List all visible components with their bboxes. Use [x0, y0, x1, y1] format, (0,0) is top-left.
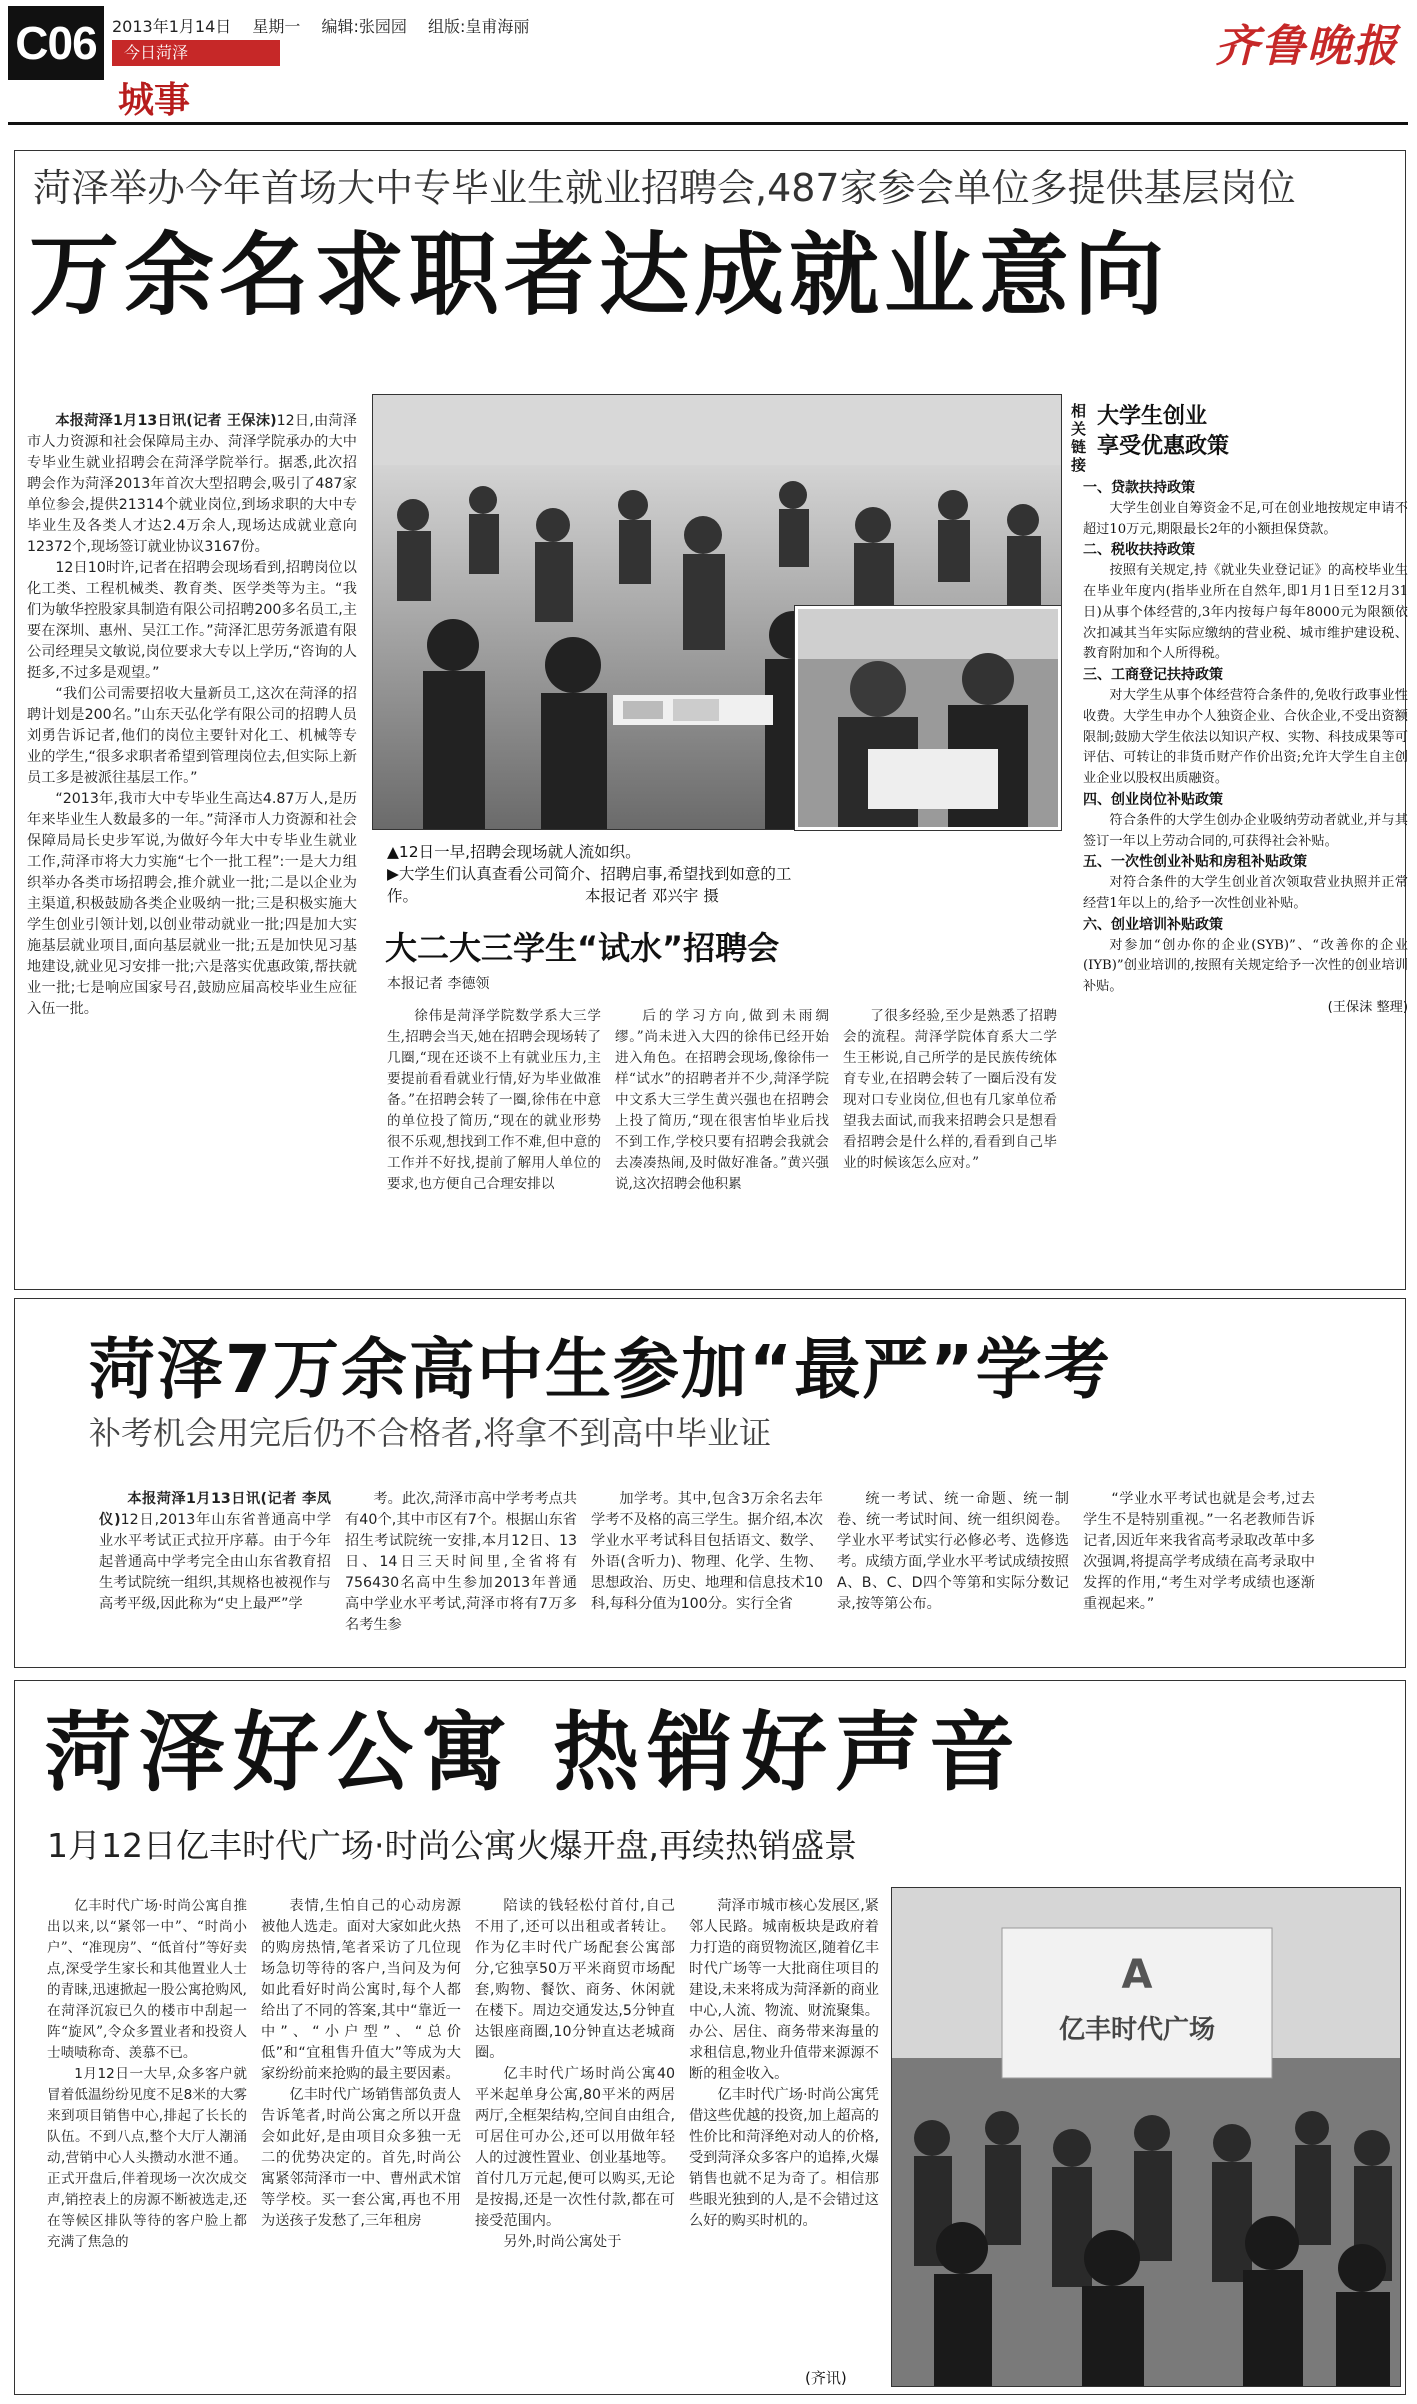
- story2-column: [1083, 1489, 1315, 1664]
- editor-credit: 编辑:张园园: [321, 17, 407, 36]
- story-job-fair: [14, 150, 1406, 1290]
- story3-column: [689, 1896, 879, 2366]
- sidebar-story-text: 徐伟是菏泽学院数学系大三学生,招聘会当天,她在招聘会现场转了几圈,“现在还谈不上有就业压力,主要提前看看就业行情,好为毕业做准备。”在招聘会转了一圈,徐伟在中意的单位投了简历,“现在的就业形势很不乐观,想找到工作不难,但中意的工作并不好找,提前了解用人单位的要求,也方便自己合理安排以: [387, 1008, 601, 1192]
- page-number: C06: [8, 6, 104, 80]
- photo-sign-text: 亿丰时代广场: [1058, 2015, 1216, 2045]
- story3-text: 亿丰时代广场·时尚公寓自推出以来,以“紧邻一中”、“时尚小户”、“准现房”、“低首付”等好卖点,深受学生家长和其他置业人士的青睐,迅速掀起一股公寓抢购风,在菏泽沉寂已久的楼市中刮起一阵“旋风”,令众多置业者和投资人士啧啧称奇、羡慕不已。: [47, 1898, 247, 2061]
- related-title-1: 大学生创业: [1097, 404, 1208, 429]
- story3-text: 亿丰时代广场销售部负责人告诉笔者,时尚公寓之所以开盘会如此好,是由项目众多独一无二的优势决定的。首先,时尚公寓紧邻菏泽市一中、曹州武术馆等学校。买一套公寓,再也不用为送孩子发愁了,三年租房: [261, 2087, 461, 2229]
- photo-caption-1: ▲12日一早,招聘会现场就人流如织。: [387, 843, 641, 861]
- story3-column: [47, 1896, 247, 2386]
- sidebar-story-text: 后的学习方向,做到未雨绸缪。”尚未进入大四的徐伟已经开始进入角色。在招聘会现场,像徐伟一样“试水”的招聘者并不少,菏泽学院中文系大三学生黄兴强也在招聘会上投了简历,“现在很害怕毕业后找不到工作,学校只要有招聘会我就会去凑凑热闹,及时做好准备。”黄兴强说,这次招聘会他积累: [615, 1008, 829, 1192]
- related-credit: (王保沫 整理): [1327, 999, 1408, 1015]
- story-apartment: [14, 1680, 1406, 2395]
- story1-kicker: 菏泽举办今年首场大中专毕业生就业招聘会,487家参会单位多提供基层岗位: [33, 166, 1296, 210]
- sidebar-story-column: [387, 1006, 601, 1281]
- layout-credit: 组版:皇甫海丽: [427, 17, 530, 36]
- header-rule: [8, 122, 1408, 125]
- story-exam: [14, 1298, 1406, 1668]
- students-photo-illustration: [798, 609, 1058, 827]
- policy-heading: 四、创业岗位补贴政策: [1083, 791, 1223, 808]
- story3-text: 亿丰时代广场·时尚公寓凭借这些优越的投资,加上超高的性价比和菏泽绝对动人的价格,受到菏泽众多客户的追捧,火爆销售也就不足为奇了。相信那些眼光独到的人,是不会错过这么好的购买时机的。: [689, 2087, 879, 2229]
- story3-column: [475, 1896, 675, 2386]
- related-mark: 相关链接: [1071, 402, 1087, 474]
- story3-kicker: 1月12日亿丰时代广场·时尚公寓火爆开盘,再续热销盛景: [47, 1826, 857, 1865]
- policy-text: 按照有关规定,持《就业失业登记证》的高校毕业生在毕业年度内(指毕业所在自然年,即1月1日至12月31日)从事个体经营的,3年内按每户每年8000元为限额依次扣减其当年实际应缴纳的营业税、城市维护建设税、教育附加和个人所得税。: [1083, 563, 1408, 662]
- policy-heading: 三、工商登记扶持政策: [1083, 667, 1223, 684]
- story1-paragraph: 12日10时许,记者在招聘会现场看到,招聘岗位以化工类、工程机械类、教育类、医学类等为主。“我们为敏华控股家具制造有限公司招聘200多名员工,主要在深圳、惠州、吴江工作。”菏泽汇思劳务派遣有限公司经理吴文敏说,岗位要求大专以上学历,“咨询的人挺多,不过多是观望。”: [27, 560, 357, 681]
- story2-headline: 菏泽7万余高中生参加“最严”学考: [89, 1331, 1112, 1408]
- related-body: [1083, 478, 1408, 1238]
- story1-sub-byline: 本报记者 李德领: [387, 976, 490, 992]
- story3-text: 1月12日一大早,众多客户就冒着低温纷纷见度不足8米的大雾来到项目销售中心,排起了长长的队伍。不到八点,整个大厅人潮涌动,营销中心人头攒动水泄不通。正式开盘后,伴着现场一次次成交声,销控表上的房源不断被选走,还在等候区排队等待的客户脸上都充满了焦急的: [47, 2066, 247, 2250]
- story2-column: [345, 1489, 577, 1664]
- policy-heading: 五、一次性创业补贴和房租补贴政策: [1083, 854, 1307, 871]
- sidebar-story-text: 了很多经验,至少是熟悉了招聘会的流程。菏泽学院体育系大二学生王彬说,自己所学的是民族传统体育专业,在招聘会转了一圈后没有发现对口专业岗位,但也有几家单位希望我去面试,而我来招聘会只是想看看招聘会是什么样的,看看到自己毕业的时候该怎么应对。”: [843, 1008, 1057, 1171]
- policy-heading: 一、贷款扶持政策: [1083, 480, 1195, 496]
- issue-date: 2013年1月14日: [112, 17, 232, 36]
- story1-headline: 万余名求职者达成就业意向: [29, 223, 1169, 328]
- story2-text: 统一考试、统一命题、统一制卷、统一考试时间、统一组织阅卷。学业水平考试实行必修必考、选修选考。成绩方面,学业水平考试成绩按照A、B、C、D四个等第和实际分数记录,按等第公布。: [837, 1491, 1069, 1612]
- related-links-box: [1071, 396, 1416, 1266]
- photo-caption-2: ▶大学生们认真查看公司简介、招聘启事,希望找到如意的工作。: [387, 865, 792, 905]
- sidebar-story-column: [615, 1006, 829, 1281]
- section-tag: 今日菏泽: [112, 40, 280, 66]
- issue-weekday: 星期一: [252, 17, 301, 36]
- policy-text: 符合条件的大学生创办企业吸纳劳动者就业,并与其签订一年以上劳动合同的,可获得社会补贴。: [1083, 812, 1408, 849]
- students-reading-photo: [795, 606, 1061, 830]
- story3-text: 陪读的钱轻松付首付,自己不用了,还可以出租或者转让。作为亿丰时代广场配套公寓部分,它独享50万平米商贸市场配套,购物、餐饮、商务、休闲就在楼下。周边交通发达,5分钟直达银座商圈,10分钟直达老城商圈。: [475, 1898, 675, 2061]
- page-header: [0, 0, 1417, 130]
- story2-kicker: 补考机会用完后仍不合格者,将拿不到高中毕业证: [89, 1414, 772, 1452]
- story1-column-1: [27, 411, 357, 1281]
- story2-lead-source: 本报菏泽1月13日讯(记者 李凤仪): [99, 1491, 331, 1528]
- story2-text: 加学考。其中,包含3万余名去年学考不及格的高三学生。据介绍,本次学业水平考试科目包括语文、数学、外语(含听力)、物理、化学、生物、思想政治、历史、地理和信息技术10科,每科分值为100分。实行全省: [591, 1491, 823, 1612]
- story1-paragraph: 12日,由菏泽市人力资源和社会保障局主办、菏泽学院承办的大中专毕业生就业招聘会在菏泽学院举行。据悉,此次招聘会作为菏泽2013年首次大型招聘会,吸引了487家单位参会,提供21314个就业岗位,到场求职的大中专毕业生及各类人才达2.4万余人,现场达成就业意向12372个,现场签订就业协议3167份。: [27, 413, 357, 555]
- story1-paragraph: “我们公司需要招收大量新员工,这次在菏泽的招聘计划是200名。”山东天弘化学有限公司的招聘人员刘勇告诉记者,他们的岗位主要针对化工、机械等专业的学生,“很多求职者希望到管理岗位去,但实际上新员工多是被派往基层工作。”: [27, 686, 357, 786]
- issue-meta: [112, 14, 545, 37]
- masthead-logo: 齐鲁晚报: [1215, 21, 1399, 72]
- photo-credit: 本报记者 邓兴宇 摄: [585, 887, 719, 905]
- policy-text: 对大学生从事个体经营符合条件的,免收行政事业性收费。大学生申办个人独资企业、合伙企业,不受出资额限制;鼓励大学生依法以知识产权、实物、科技成果等可评估、可转让的非货币财产作价出资;允许大学生自主创业企业以股权出质融资。: [1083, 687, 1408, 787]
- policy-text: 大学生创业自筹资金不足,可在创业地按规定申请不超过10万元,期限最长2年的小额担保贷款。: [1083, 500, 1408, 537]
- story2-text: 12日,2013年山东省普通高中学业水平考试正式拉开序幕。由于今年起普通高中学考完全由山东省教育招生考试院统一组织,其规格也被视作与高考平级,因此称为“史上最严”学: [99, 1512, 331, 1612]
- story2-column: [99, 1489, 331, 1664]
- policy-heading: 六、创业培训补贴政策: [1083, 916, 1223, 933]
- story2-column: [837, 1489, 1069, 1664]
- story1-lead-source: 本报菏泽1月13日讯(记者 王保沫): [55, 413, 277, 429]
- story2-column: [591, 1489, 823, 1664]
- story3-headline: 菏泽好公寓 热销好声音: [45, 1703, 1023, 1803]
- story3-credit: (齐讯): [805, 2369, 847, 2387]
- sales-center-photo: [891, 1887, 1401, 2387]
- photo-logo-mark: A: [1121, 1952, 1153, 1998]
- sales-center-illustration: [892, 1888, 1401, 2387]
- story3-text: 亿丰时代广场时尚公寓40平米起单身公寓,80平米的两居两厅,全框架结构,空间自由组合,可居住可办公,还可以用做年轻人的过渡性置业、创业基地等。首付几万元起,便可以购买,无论是按揭,还是一次性付款,都在可接受范围内。: [475, 2066, 675, 2229]
- story3-text: 表情,生怕自己的心动房源被他人选走。面对大家如此火热的购房热情,笔者采访了几位现场急切等待的客户,当问及为何如此看好时尚公寓时,每个人都给出了不同的答案,其中“靠近一中”、“小户型”、“总价低”和“宜租售升值大”等成为大家纷纷前来抢购的最主要因素。: [261, 1898, 461, 2082]
- story2-text: “学业水平考试也就是会考,过去学生不是特别重视。”一名老教师告诉记者,因近年来我省高考录取改革中多次强调,将提高学考成绩在高考录取中发挥的作用,“考生对学考成绩也逐渐重视起来。”: [1083, 1491, 1315, 1612]
- related-title-2: 享受优惠政策: [1097, 434, 1230, 459]
- story3-column: [261, 1896, 461, 2386]
- story1-subhead: 大二大三学生“试水”招聘会: [385, 929, 780, 967]
- policy-text: 对符合条件的大学生创业首次领取营业执照并正常经营1年以上的,给予一次性创业补贴。: [1083, 875, 1408, 911]
- policy-heading: 二、税收扶持政策: [1083, 542, 1195, 559]
- policy-text: 对参加“创办你的企业(SYB)”、“改善你的企业(IYB)”创业培训的,按照有关规定给予一次性的创业培训补贴。: [1083, 937, 1408, 995]
- sidebar-story-column: [843, 1006, 1057, 1281]
- story3-text: 菏泽市城市核心发展区,紧邻人民路。城南板块是政府着力打造的商贸物流区,随着亿丰时代广场等一大批商住项目的建设,未来将成为菏泽新的商业中心,人流、物流、财流聚集。办公、居住、商务带来海量的求租信息,物业升值带来源源不断的租金收入。: [689, 1898, 879, 2082]
- story2-text: 考。此次,菏泽市高中学考考点共有40个,其中市区有7个。根据山东省招生考试院统一安排,本月12日、13日、14日三天时间里,全省将有756430名高中生参加2013年普通高中学业水平考试,菏泽市将有7万多名考生参: [345, 1491, 577, 1633]
- story3-text: 另外,时尚公寓处于: [503, 2234, 622, 2250]
- section-name: 城事: [118, 80, 191, 121]
- story1-paragraph: “2013年,我市大中专毕业生高达4.87万人,是历年来毕业生人数最多的一年。”菏泽市人力资源和社会保障局局长史步军说,为做好今年大中专毕业生就业工作,菏泽市将大力实施“七个一批工程”:一是大力组织举办各类市场招聘会,推介就业一批;二是以企业为主渠道,积极鼓励各类企业吸纳一批;三是积极实施大学生创业引领计划,以创业带动就业一批;四是加大实施基层就业项目,面向基层就业一批;五是加快见习基地建设,就业见习安排一批;六是落实优惠政策,帮扶就业一批;七是响应国家号召,鼓励应届高校毕业生应征入伍一批。: [27, 791, 357, 1017]
